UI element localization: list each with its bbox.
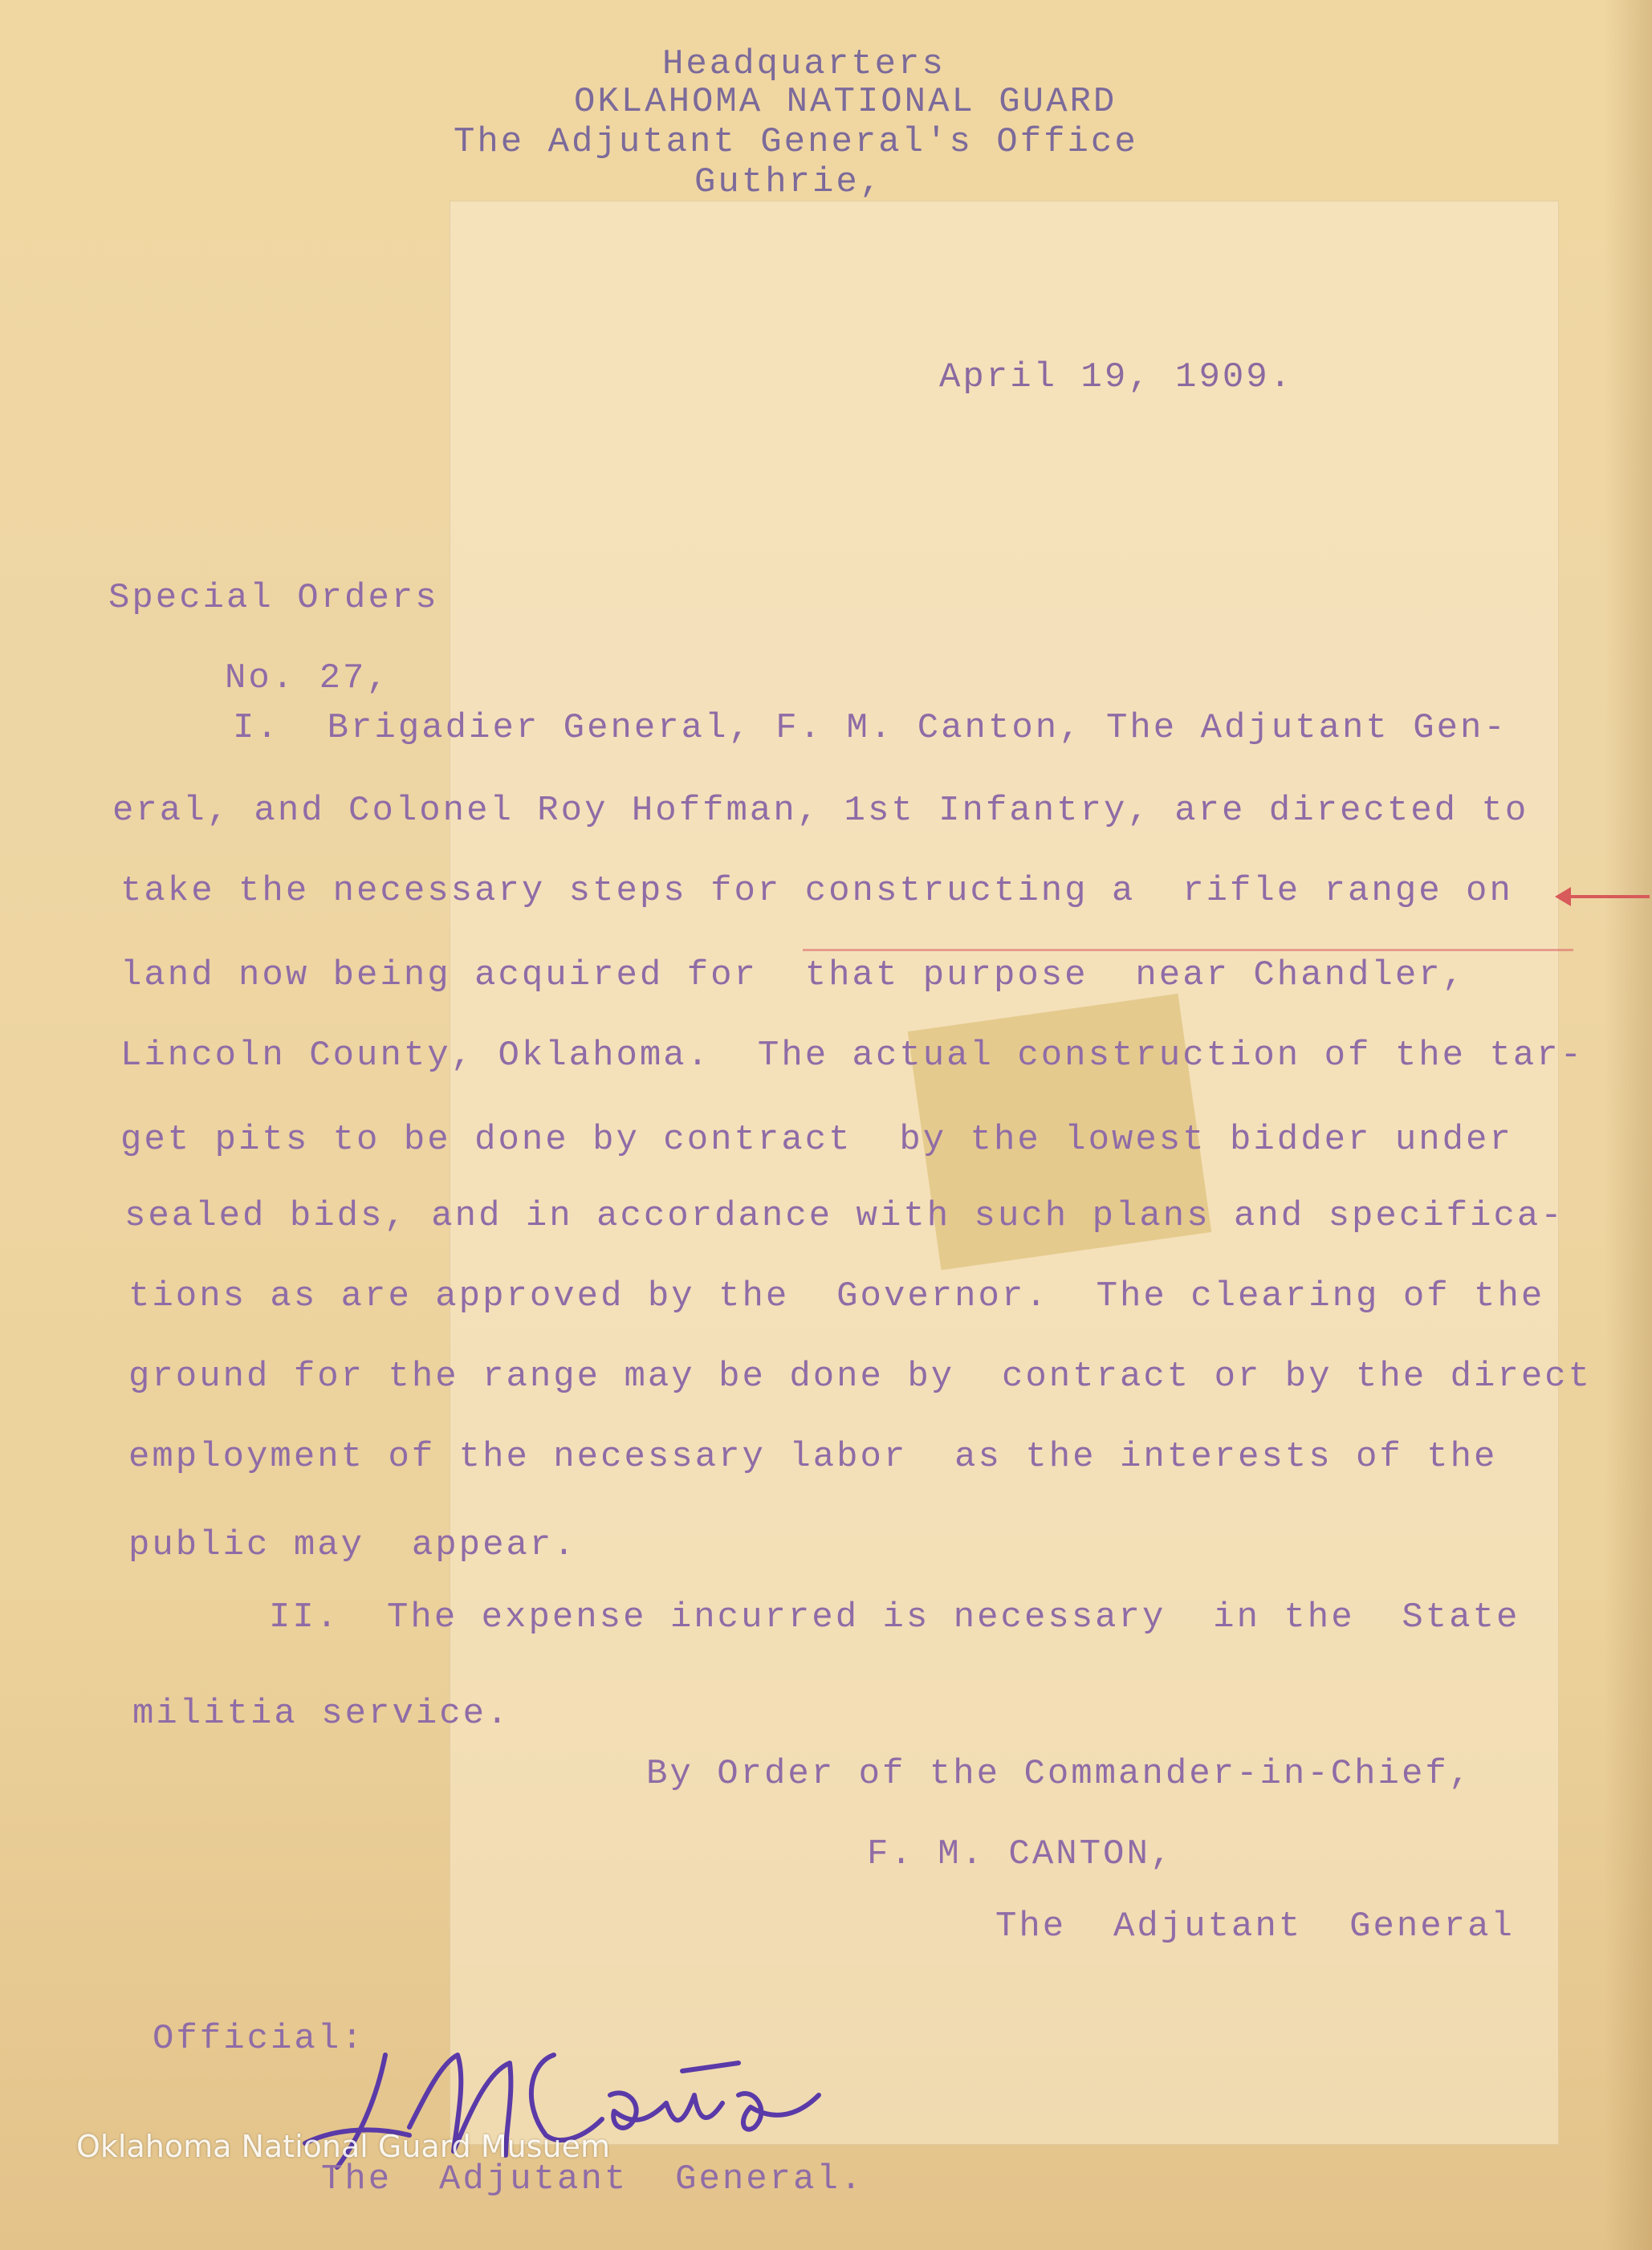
body-line: sealed bids, and in accordance with such plans and specifica-	[124, 1196, 1565, 1236]
order-title: Special Orders	[108, 578, 439, 618]
red-underline-mark	[803, 949, 1573, 951]
closing-name: F. M. CANTON,	[867, 1834, 1174, 1874]
order-number: No. 27,	[225, 658, 390, 698]
official-title: The Adjutant General.	[321, 2159, 865, 2199]
red-arrow-mark	[1561, 895, 1650, 898]
body-line: get pits to be done by contract by the lowest bidder under	[120, 1120, 1513, 1160]
body-line: employment of the necessary labor as the interests of the	[128, 1437, 1498, 1477]
header-line-4: Guthrie,	[694, 162, 884, 202]
body-line: eral, and Colonel Roy Hoffman, 1st Infantry, are directed to	[112, 791, 1529, 831]
body-line: I. Brigadier General, F. M. Canton, The Adjutant Gen-	[233, 708, 1508, 748]
body-line: Lincoln County, Oklahoma. The actual construction of the tar-	[120, 1035, 1585, 1076]
paper-edge-shadow	[1604, 0, 1652, 2250]
official-label: Official:	[153, 2019, 365, 2059]
body-line: take the necessary steps for constructing a rifle range on	[120, 871, 1513, 911]
header-line-3: The Adjutant General's Office	[454, 122, 1138, 162]
body-line: II. The expense incurred is necessary in the State	[269, 1597, 1520, 1638]
body-line: militia service.	[132, 1694, 511, 1734]
by-order-line: By Order of the Commander-in-Chief,	[646, 1754, 1473, 1794]
closing-title: The Adjutant General	[995, 1906, 1515, 1947]
body-line: land now being acquired for that purpose near Chandler,	[120, 955, 1467, 995]
museum-watermark: Oklahoma National Guard Musuem	[76, 2129, 611, 2164]
body-line: tions as are approved by the Governor. The clearing of the	[128, 1276, 1545, 1316]
header-line-1: Headquarters	[662, 44, 946, 84]
body-line: public may appear.	[128, 1525, 577, 1565]
document-date: April 19, 1909.	[939, 357, 1294, 397]
header-line-2: OKLAHOMA NATIONAL GUARD	[574, 82, 1117, 122]
body-line: ground for the range may be done by contract or by the direct	[128, 1357, 1593, 1397]
